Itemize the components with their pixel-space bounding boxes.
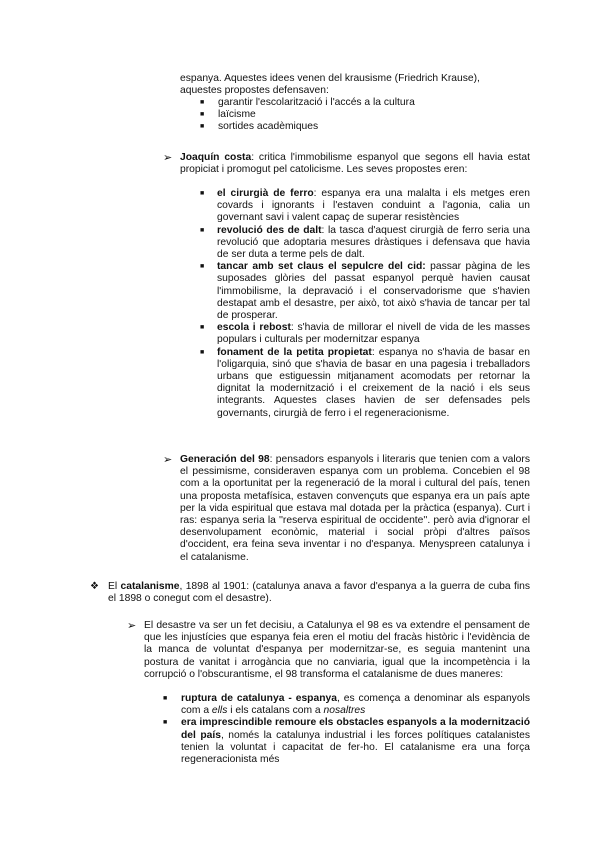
intro-line-1: espanya. Aquestes idees venen del krausisme (Friedrich Krause), [180,73,480,84]
g98-name: Generación del 98 [180,454,270,465]
arrow-bullet-icon: ➢ [163,454,173,466]
catalanisme-term: catalanisme [120,581,180,592]
arrow-bullet-icon: ➢ [127,620,137,632]
square-bullet-icon: ■ [200,348,205,356]
list-item: ■ garantir l'escolarització i l'accés a la cultura [200,97,415,108]
catalanisme-paragraph: El catalanisme, 1898 al 1901: (catalunya anava a favor d'espanya a la guerra de cuba fins el 1898 o conegut com el desastre). [108,581,530,605]
costa-paragraph: Joaquín costa: critica l'immobilisme espanyol que segons ell havia estat propiciat i promogut pel catolicisme. Les seves propostes eren: [180,152,530,176]
square-bullet-icon: ■ [200,123,205,131]
intro-list [200,97,530,134]
square-bullet-icon: ■ [200,324,205,332]
list-item: ■ escola i rebost: s'havia de millorar el nivell de vida de les masses populars i culturals per modernitzar espanya [200,322,530,346]
g98-paragraph: Generación del 98: pensadors espanyols i literaris que tenien com a valors el pessimisme, consideraven espanya com un problema. Concebien el 98 com a la oportunitat per la regeneració de la moral i cultural del país, tenen una proposta metafísica, estaven convençuts que espanya era un país apte per la vida espiritual que estava mal dotada per la pràctica (espanya). Curt i ras: espanya seria la ''reserva espiritual de occidente''. però avia d'ignorar el desenvolupament econòmic, material i social pròpi d'altres països d'occident, era feina seva inventar i no d'espanya. Menyspreen catalunya i el catalanisme. [180,454,530,563]
square-bullet-icon: ■ [163,719,168,727]
list-item: ■ fonament de la petita propietat: espanya no s'havia de basar en l'oligarquia, sinó que s'havia de basar en una pagesia i treballadors urbans que estiguessin mitjanament acomodats per retornar la dignitat la modernització i el creixement de la nació i els seus integrants. Aquestes clases havien de ser defensades pels governants, cirurgià de ferro i el regeneracionisme. [200,346,530,419]
list-item: ■ laïcisme [200,109,256,121]
catalanisme-list [163,693,530,766]
intro-line-2: aquestes propostes defensaven: [180,85,329,97]
list-item: ■ ruptura de catalunya - espanya, es comença a denominar als espanyols com a ells i els catalans com a nosaltres [163,693,530,717]
list-item: ■ el cirurgià de ferro: espanya era una malalta i els metges eren covards i ignorants i l'estaven conduint a l'agonia, calia un governant savi i valent capaç de superar resistències [200,188,530,224]
catalanisme-section [90,581,530,605]
diamond-bullet-icon: ❖ [90,581,99,592]
square-bullet-icon: ■ [163,695,168,702]
costa-proposals [200,188,530,420]
catalanisme-subsection [127,620,530,681]
list-item: ■ tancar amb set claus el sepulcre del cid: passar pàgina de les suposades glòries del passat espanyol perquè havien causat l'immobilisme, la depravació i el conservadorisme que s'havien destapat amb el desastre, per això, tot això s'havia de tancar per tal de prosperar. [200,261,530,322]
square-bullet-icon: ■ [200,99,205,106]
square-bullet-icon: ■ [200,226,205,234]
catalanisme-sub-paragraph: El desastre va ser un fet decisiu, a Catalunya el 98 es va extendre el pensament de que les injustícies que espanya feia eren el motiu del fracàs històric i l'evidència de la manca de voluntat d'espanya per modernitzar-se, es seguia mantenint una postura de vanitat i arrogància que no canviaria, igual que la incompetència i la corrupció o l'obscurantisme, el 98 transforma el catalanisme de dues maneres: [144,620,530,680]
square-bullet-icon: ■ [200,111,205,119]
intro-block [180,73,530,97]
costa-name: Joaquín costa [180,152,252,163]
costa-section [163,152,530,176]
list-item: ■ era imprescindible remoure els obstacles espanyols a la modernització del país, només la catalunya industrial i les forces polítiques catalanistes tenien la voluntat i capacitat de fer-ho. El catalanisme era una força regeneracionista més [163,717,530,766]
arrow-bullet-icon: ➢ [163,152,173,164]
square-bullet-icon: ■ [200,190,205,197]
g98-section [163,454,530,564]
list-item: ■ revolució des de dalt: la tasca d'aquest cirurgià de ferro seria una revolució que adoptaria mesures dràstiques i defensava que havia de ser duta a terme pels de dalt. [200,224,530,261]
square-bullet-icon: ■ [200,263,205,271]
list-item: ■ sortides acadèmiques [200,121,319,133]
